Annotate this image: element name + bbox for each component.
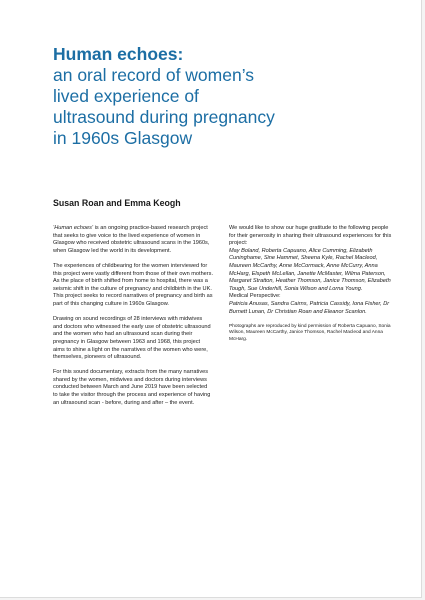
right-column <box>229 225 392 351</box>
title-subtitle: an oral record of women’s lived experience of ultrasound during pregnancy in 1960s Glasgow <box>53 65 275 148</box>
documentary-paragraph: For this sound documentary, extracts from the many narratives shared by the women, midwives and doctors during interviews conducted between March and June 2019 have been selected to take the visitor through the process and experience of having an ultrasound scan - before, during and after – the event. <box>53 369 211 406</box>
participant-names: May Boland, Roberta Capuano, Alice Cumming, Elizabeth Cuninghame, Sine Hammet, Sheena Kyle, Rachel Macleod, Maureen McCarthy, Anne McCormack, Anne McCurry, Anna McHarg, Elspeth McLellan, Janette McMaster, Wilma Paterson, Margaret Stratton, Heather Thomson, Janice Thomson, Elizabeth Tough, Sue Underhill, Sonia Wilson and Lorna Young. <box>229 247 391 292</box>
medical-heading: Medical Perspective: <box>229 293 281 300</box>
context-paragraph: The experiences of childbearing for the women interviewed for this project were vastly different from those of their own mothers. As the place of birth shifted from home to hospital, there was a seismic shift in the culture of pregnancy and childbirth in the UK. This project seeks to record narratives of pregnancy and birth as part of this changing culture in 1960s Glasgow. <box>53 262 214 307</box>
authors-line: Susan Roan and Emma Keogh <box>53 198 181 208</box>
intro-text: is an ongoing practice-based research project that seeks to give voice to the lived experience of women in Glasgow who received obstetric ultrasound scans in the 1960s, when Glasgow led the world in its development. <box>53 225 210 254</box>
acknowledgement-intro: We would like to show our huge gratitude to the following people for their generosity in sharing their ultrasound experiences for this project: <box>229 225 392 247</box>
photo-credit: Photographs are reproduced by kind permission of Roberta Capuano, Sonia Wilson, Maureen McCarthy, Janice Thomson, Rachel Macleod and Anna McHarg. <box>229 323 391 342</box>
medical-names: Patricia Anusas, Sandra Cairns, Patricia Cassidy, Iona Fisher, Dr Burnett Lunan, Dr Christian Roan and Eleanor Scanlon. <box>229 300 390 315</box>
left-column <box>53 225 213 415</box>
page-title <box>53 44 283 149</box>
intro-paragraph <box>53 225 213 255</box>
title-lead: Human echoes: <box>53 44 184 64</box>
project-name: ‘Human echoes’ <box>53 225 94 231</box>
method-paragraph: Drawing on sound recordings of 28 interviews with midwives and doctors who witnessed the early use of obstetric ultrasound and the women who had an ultrasound scan during their pregnancy in Glasgow between 1963 and 1968, this project aims to shine a light on the narratives of the women who were, themselves, pioneers of ultrasound. <box>53 316 211 361</box>
